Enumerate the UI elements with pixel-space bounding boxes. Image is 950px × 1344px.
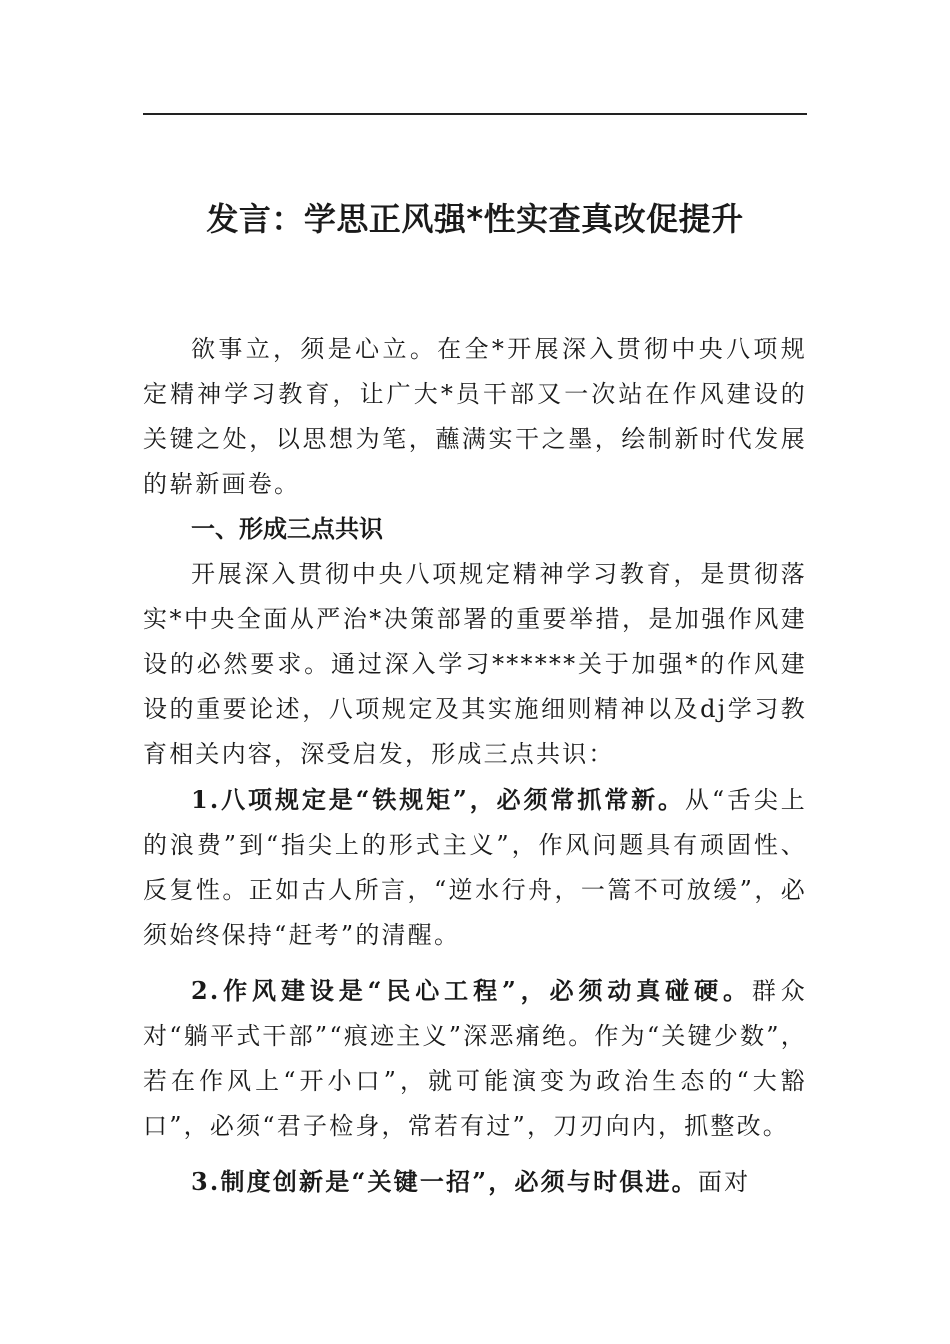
point-body: 群众对“躺平式干部”“痕迹主义”深恶痛绝。作为“关键少数”，若在作风上“开小口”，就可能演变为政治生态的“大豁口”，必须“君子检身，常若有过”，刀刃向内，抓整改。 — [143, 977, 807, 1140]
intro-paragraph: 欲事立，须是心立。在全*开展深入贯彻中央八项规定精神学习教育，让广大*员干部又一次站在作风建设的关键之处，以思想为笔，蘸满实干之墨，绘制新时代发展的崭新画卷。 — [143, 335, 807, 498]
point-lead: 1.八项规定是“铁规矩”，必须常抓常新。 — [191, 785, 685, 814]
point-paragraph — [143, 1159, 807, 1205]
point-paragraph — [143, 777, 807, 958]
section-paragraph: 开展深入贯彻中央八项规定精神学习教育，是贯彻落实*中央全面从严治*决策部署的重要举措，是加强作风建设的必然要求。通过深入学习******关于加强*的作风建设的重要论述，八项规定及其实施细则精神以及dj学习教育相关内容，深受启发，形成三点共识： — [143, 560, 807, 768]
point-lead: 2.作风建设是“民心工程”，必须动真碰硬。 — [191, 976, 752, 1005]
document-title: 发言：学思正风强*性实查真改促提升 — [206, 200, 744, 238]
point-body: 面对 — [697, 1168, 751, 1196]
point-lead: 3.制度创新是“关键一招”，必须与时俱进。 — [191, 1167, 698, 1196]
section-heading: 一、形成三点共识 — [191, 515, 383, 543]
point-paragraph — [143, 968, 807, 1149]
document-body — [143, 327, 807, 1205]
header-rule — [143, 113, 807, 115]
point-body: 从“舌尖上的浪费”到“指尖上的形式主义”，作风问题具有顽固性、反复性。正如古人所言，“逆水行舟，一篙不可放缓”，必须始终保持“赶考”的清醒。 — [143, 786, 807, 949]
